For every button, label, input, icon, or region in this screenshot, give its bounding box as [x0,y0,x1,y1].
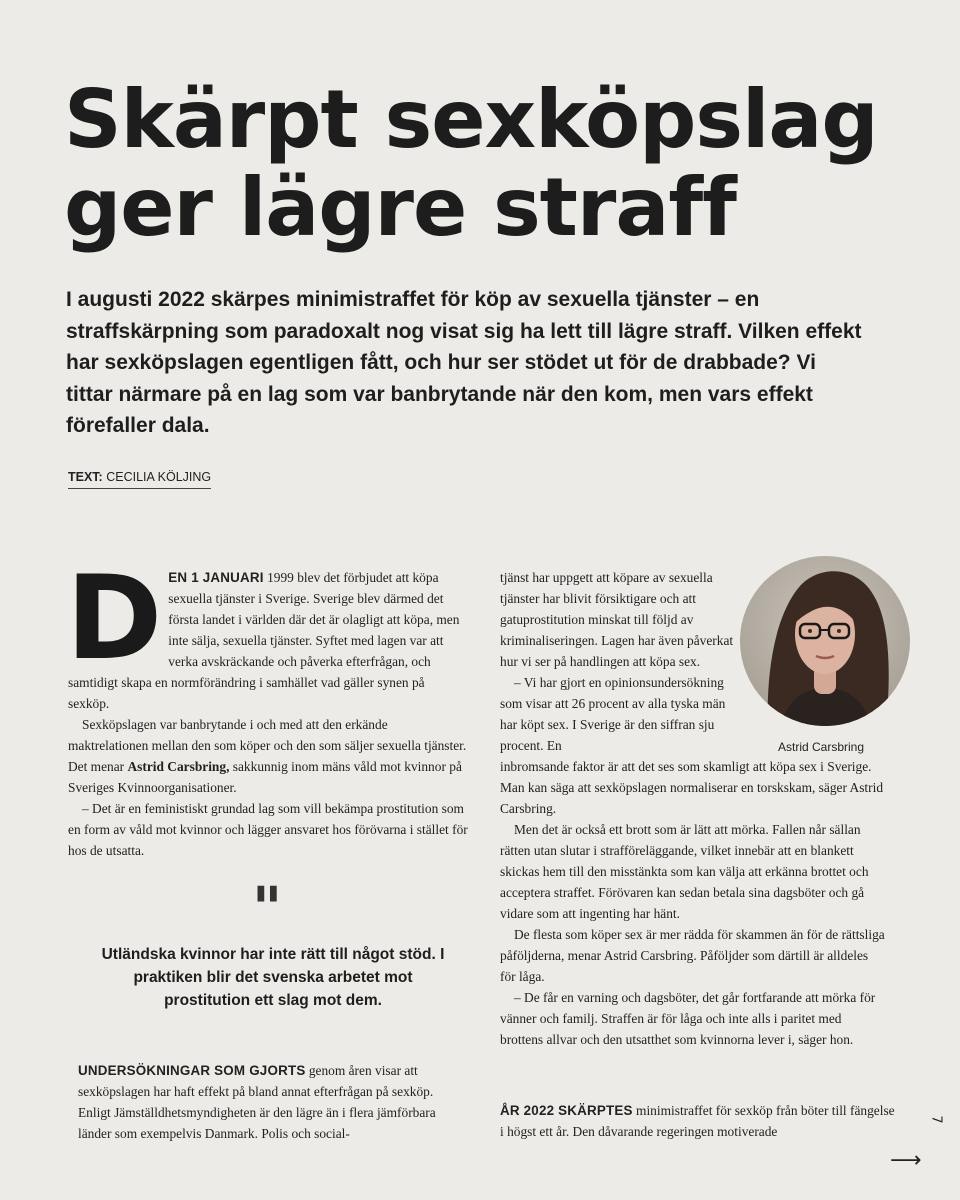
body-paragraph: inbromsande faktor är att det ses som skamligt att köpa sex i Sverige. Man kan säga att sexköpslagen normaliserar en torskskam, säger Astrid Carsbring. [500,759,884,816]
body-paragraph: – De får en varning och dagsböter, det går fortfarande att mörka för vänner och familj. Straffen är för låga och inte alls i paritet med brottens allvar och den utsatthet som kvinnorna lever i, säger hon. [500,990,876,1047]
drop-cap: D [66,551,163,686]
body-column-left-bottom [78,1060,458,1144]
body-paragraph: – Det är en feministiskt grundad lag som vill bekämpa prostitution som en form av våld mot kvinnor och lägger ansvaret hos förövarna i stället för hos de utsatta. [68,801,468,858]
paragraph-text: genom åren visar att sexköpslagen har haft effekt på bland annat efterfrågan på sexköp. Enligt Jämställdhetsmyndigheten är den lägre än i flera jämförbara länder som exempelvis Danmark. Polis och social- [78,1063,436,1141]
paragraph-text: minimistraffet för sexköp från böter till fängelse i högst ett år. Den dåvarande regeringen motiverade [500,1103,895,1139]
body-paragraph: De flesta som köper sex är mer rädda för skammen än för de rättsliga påföljderna, menar Astrid Carsbring. Påföljder som därtill är alldeles för låga. [500,927,885,984]
headline-line-2: ger lägre straff [64,161,736,254]
page-number: 7 [928,1115,944,1124]
paragraph-text: Sexköpslagen var banbrytande i och med att den erkände maktrelationen mellan den som köper och den som säljer sexuella tjänster. Det menar [68,717,467,774]
body-paragraph: tjänst har uppgett att köpare av sexuella tjänster har blivit försiktigare och att gatuprostitution minskat till följd av kriminaliseringen. Lagen har även påverkat hur vi ser på handlingen att köpa sex. [500,570,734,669]
body-paragraph [500,1100,900,1142]
portrait-photo [740,556,910,726]
paragraph-text: sakkunnig inom mäns våld mot kvinnor på Sveriges Kvinnoorganisationer. [68,759,462,795]
body-paragraph: – Vi har gjort en opinionsundersökning som visar att 26 procent av alla tyska män har köpt sex. I Sverige är den siffran sju procent. En [500,675,726,753]
lead-in: ÅR 2022 SKÄRPTES [500,1103,633,1118]
photo-caption: Astrid Carsbring [778,740,865,754]
byline-author: CECILIA KÖLJING [106,470,212,484]
portrait-image [740,556,910,726]
body-paragraph: Men det är också ett brott som är lätt att mörka. Fallen når sällan rätten utan slutar i strafföreläggande, vilket innebär att en blankett skickas hem till den misstänkta som kan välja att erkänna brottet och acceptera straffet. Förövaren kan sedan betala sina dagsböter och gå vidare som att ingenting har hänt. [500,822,869,921]
body-paragraph [68,714,468,798]
body-column-left-top [66,551,468,861]
headline-line-1: Skärpt sexköpslag [64,73,878,166]
pull-quote: Utländska kvinnor har inte rätt till något stöd. I praktiken blir det svenska arbetet mot prostitution ett slag mot dem. [101,946,445,1009]
quote-mark-icon: " [252,874,280,942]
paragraph-text: 1999 blev det förbjudet att köpa sexuella tjänster i Sverige. Sverige blev därmed det första landet i världen där det är olagligt att köpa, men inte sälja, sexuella tjänster. Syftet med lagen var att verka avskräckande och påverka efterfrågan, och samtidigt skapa en normförändring i samhället vad gäller synen på sexköp. [68,570,460,711]
lead-in: EN 1 JANUARI [168,570,264,585]
lead-paragraph: I augusti 2022 skärpes minimistraffet för köp av sexuella tjänster – en straffskärpning som paradoxalt nog visat sig ha lett till lägre straff. Vilken effekt har sexköpslagen egentligen fått, och hur ser stödet ut för de drabbade? Vi tittar närmare på en lag som var banbrytande när den kom, men vars effekt förefaller dala. [66,288,862,437]
byline-label: TEXT: [68,470,103,484]
next-page-arrow-icon: ⟶ [890,1148,922,1173]
body-paragraph [78,1060,458,1144]
body-column-right-bottom [500,1100,900,1142]
lead-in: UNDERSÖKNINGAR SOM GJORTS [78,1063,306,1078]
headline [64,73,924,254]
person-name: Astrid Carsbring, [127,759,230,774]
byline [68,470,211,489]
